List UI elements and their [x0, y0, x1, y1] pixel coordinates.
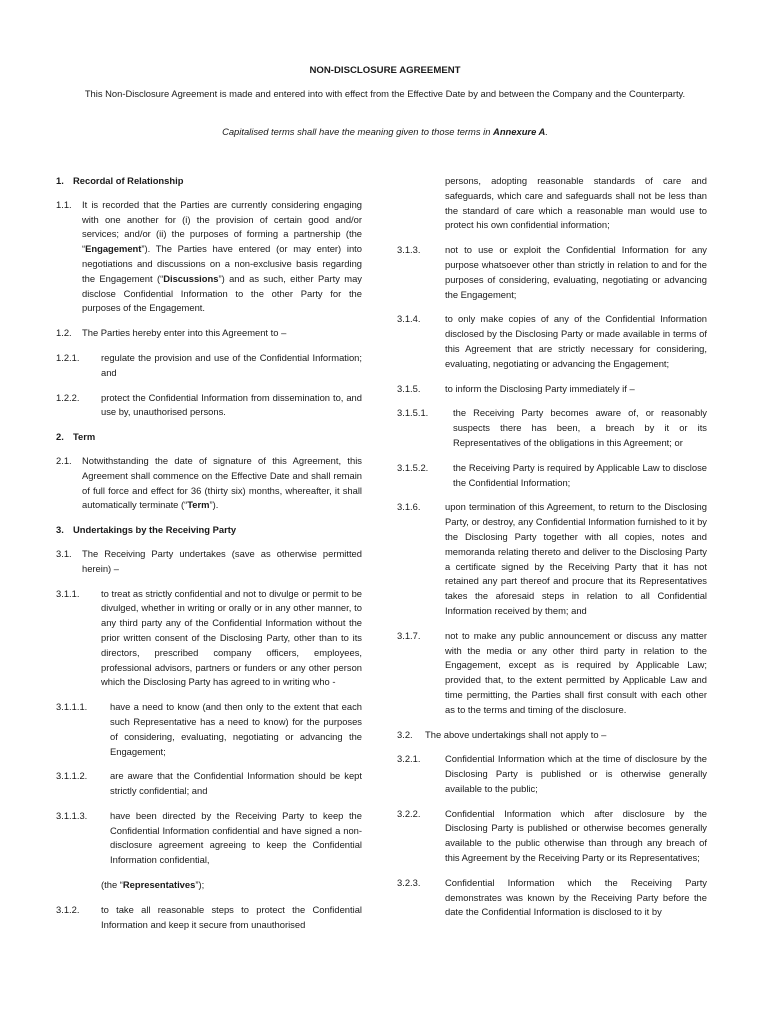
clause-text: not to use or exploit the Confidential Information for any purpose whatsoever other than strictly in relation to and for the purposes of considering, evaluating, negotiating or advancing the Engagement; [445, 244, 707, 300]
section-heading [56, 523, 362, 538]
intro-paragraph: This Non-Disclosure Agreement is made and entered into with effect from the Effective Date by and between the Company and the Counterparty. [84, 88, 686, 99]
clause-number: 1.2.2. [56, 391, 80, 403]
document-title: NON-DISCLOSURE AGREEMENT [309, 65, 461, 76]
clause-number: 3.1.1.2. [56, 770, 88, 782]
clause-text-part: ”) and as such, either Party may disclose Confidential Information to the other Party for the purposes of the Engagement. [82, 272, 362, 314]
clause-number: 3.2.1. [397, 753, 421, 765]
section-number: 2. [56, 431, 64, 443]
clause-text: to only make copies of any of the Confidential Information disclosed by the Disclosing Party or made available in terms of this Agreement that are strictly necessary for considering, evaluating, negotiating or advancing the Engagement; [445, 313, 707, 369]
section-number: 1. [56, 175, 64, 186]
clause-text: Confidential Information which at the time of disclosure by the Disclosing Party is published or is otherwise generally available to the public; [445, 753, 707, 794]
clause-number: 3.1. [56, 547, 72, 559]
defined-term: Discussions [163, 272, 219, 284]
clause-number: 3.1.5.1. [397, 407, 429, 419]
clause-number: 3.2. [397, 728, 413, 740]
section-number: 3. [56, 524, 64, 536]
clause-3-2 [397, 728, 707, 743]
clause-text-part: Notwithstanding the date of signature of this Agreement, this Agreement shall commence on the Effective Date and shall remain of full force and effect for 36 (thirty six) months, whereafter, it shall automatically terminate (“ [82, 454, 362, 511]
clause-text: Confidential Information which the Receiving Party demonstrates was known by the Receiving Party before the date the Confidential Information is disclosed to it by [445, 876, 707, 918]
clause-text: are aware that the Confidential Information should be kept strictly confidential; and [110, 770, 362, 797]
clause-text: not to make any public announcement or discuss any matter with the media or any other third party in relation to the Engagement, except as is required by Applicable Law; provided that, to the extent permitted by Applicable Law and time permitting, the Parties shall first consult with each other as to the terms and timing of the disclosure. [445, 629, 707, 715]
clause-number: 3.1.1. [56, 587, 80, 599]
clause-number: 3.1.3. [397, 244, 421, 256]
annexure-reference: Annexure A [493, 126, 546, 137]
capitalised-terms-note [78, 125, 692, 140]
clause-number: 3.1.1.1. [56, 701, 88, 713]
section-heading [56, 174, 362, 189]
clause-1-2-2 [56, 391, 362, 421]
clause-text: to treat as strictly confidential and not to divulge or permit to be divulged, whether in writing or orally or in any other manner, to any third party any of the Confidential Information without the prior written consent of the Disclosing Party, other than to its directors, prescribed company officers, employees, professional advisors, partners or funders or any other person which the Disclosing Party has agreed to in writing who - [101, 587, 362, 688]
clause-3-1-1 [56, 587, 362, 691]
clause-number: 1.1. [56, 198, 72, 210]
clause-text: persons, adopting reasonable standards of care and safeguards, which care and safeguards shall not be less than the standard of care which a reasonable man would use to protect his own confidential information; [445, 175, 707, 231]
capitalised-text: Capitalised terms shall have the meaning given to those terms in [222, 126, 494, 137]
clause-3-1 [56, 547, 362, 577]
clause-3-1-3 [397, 243, 707, 302]
clause-text-part: It is recorded that the Parties are currently considering engaging with one another for (i) the provision of certain good and/or services; and/or (ii) the purposes of forming a partnership (the “ [82, 198, 362, 255]
clause-3-2-2 [397, 807, 707, 866]
clause-number: 1.2.1. [56, 351, 80, 363]
clause-3-1-2-continued [397, 174, 707, 233]
clause-number: 3.2.3. [397, 876, 421, 888]
clause-text-part: ”); [195, 879, 205, 891]
clause-1-2 [56, 326, 362, 341]
clause-3-1-5-2 [397, 461, 707, 491]
clause-text: Confidential Information which after disclosure by the Disclosing Party is published or otherwise becomes generally available to the public otherwise than through any breach of this Agreement by the Receiving Party or its Representatives; [445, 807, 707, 864]
clause-text-part: ”). [209, 499, 219, 511]
right-column [397, 174, 707, 930]
clause-text: upon termination of this Agreement, to return to the Disclosing Party, or destroy, any Confidential Information furnished to it by the Disclosing Party together with all copies, notes and memoranda relating thereto and deliver to the Disclosing Party a certificate signed by the Receiving Party that it has not retained any part thereof and procure that its Representatives takes the aforesaid steps in relation to all Confidential Information received by them; and [445, 501, 707, 616]
clause-number: 3.2.2. [397, 807, 421, 819]
clause-1-1 [56, 198, 362, 316]
clause-text: The Parties hereby enter into this Agreement to – [82, 327, 287, 339]
section-title: Term [73, 431, 96, 443]
clause-text-part: ”). The Parties have entered (or may enter) into negotiations and discussions on a non-exclusive basis regarding the Engagement (“ [82, 243, 362, 284]
clause-number: 1.2. [56, 327, 72, 339]
clause-text: The Receiving Party undertakes (save as otherwise permitted herein) – [82, 547, 362, 574]
clause-text: regulate the provision and use of the Confidential Information; and [101, 351, 362, 378]
clause-2-1 [56, 454, 362, 513]
clause-1-2-1 [56, 351, 362, 381]
section-heading [56, 430, 362, 445]
clause-number: 3.1.5. [397, 382, 421, 394]
clause-3-1-2 [56, 903, 362, 933]
section-title: Undertakings by the Receiving Party [73, 524, 237, 536]
section-title: Recordal of Relationship [73, 175, 184, 186]
clause-text: the Receiving Party becomes aware of, or reasonably suspects there has been, a breach by it or its Representatives of the obligations in this Agreement; or [453, 407, 707, 448]
clause-number: 3.1.1.3. [56, 809, 88, 821]
clause-3-2-1 [397, 752, 707, 796]
clause-3-1-5-1 [397, 406, 707, 450]
clause-number: 3.1.5.2. [397, 461, 429, 473]
clause-3-1-7 [397, 629, 707, 718]
defined-term: Engagement [85, 243, 142, 255]
representatives-definition [56, 878, 362, 893]
left-column [56, 174, 362, 942]
clause-text: protect the Confidential Information from dissemination to, and use by, unauthorised persons. [101, 391, 362, 418]
capitalised-end: . [545, 126, 548, 137]
clause-3-1-1-2 [56, 769, 362, 799]
defined-term: Term [187, 499, 210, 511]
clause-number: 2.1. [56, 454, 72, 466]
clause-3-1-5 [397, 382, 707, 397]
clause-3-1-1-3 [56, 809, 362, 868]
clause-3-2-3 [397, 876, 707, 920]
clause-text: have a need to know (and then only to the extent that each such Representative has a need to know) for the purposes of considering, evaluating, negotiating or advancing the Engagement; [110, 701, 362, 757]
defined-term: Representatives [122, 879, 196, 891]
clause-number: 3.1.2. [56, 903, 80, 915]
clause-3-1-4 [397, 312, 707, 371]
clause-text: to inform the Disclosing Party immediately if – [445, 382, 635, 394]
clause-3-1-6 [397, 500, 707, 618]
clause-text [82, 198, 362, 316]
clause-text [82, 454, 362, 513]
clause-3-1-1-1 [56, 700, 362, 759]
clause-text: the Receiving Party is required by Applicable Law to disclose the Confidential Information; [453, 461, 707, 488]
clause-text: The above undertakings shall not apply to – [425, 728, 607, 740]
clause-text: to take all reasonable steps to protect the Confidential Information and keep it secure from unauthorised [101, 903, 362, 930]
clause-text: have been directed by the Receiving Party to keep the Confidential Information confidential and have signed a non-disclosure agreement agreeing to keep the Confidential Information confidential, [110, 809, 362, 866]
clause-number: 3.1.4. [397, 313, 421, 325]
clause-number: 3.1.7. [397, 629, 421, 641]
clause-number: 3.1.6. [397, 501, 421, 513]
clause-text-part: (the “ [101, 879, 123, 891]
clause-text [101, 878, 362, 893]
